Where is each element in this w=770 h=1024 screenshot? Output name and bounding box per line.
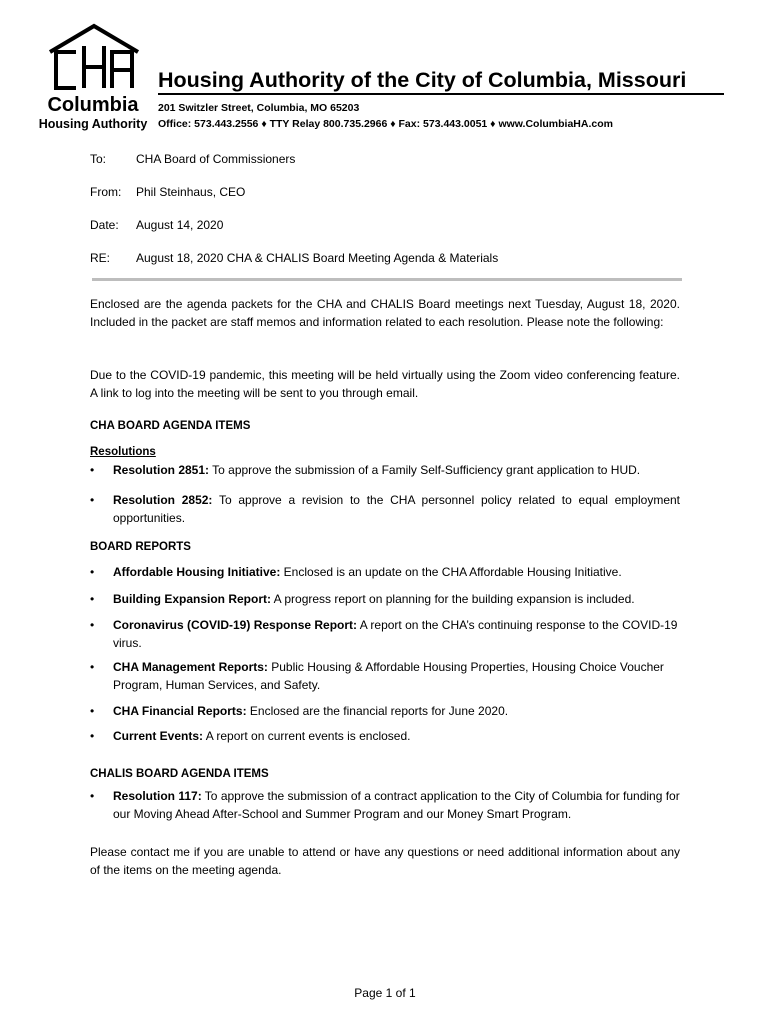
- bullet-icon: •: [90, 592, 95, 606]
- memo-to-label: To:: [90, 152, 107, 166]
- bullet-icon: •: [90, 463, 95, 477]
- item-text: A report on current events is enclosed.: [203, 729, 411, 743]
- resolutions-heading: Resolutions: [90, 446, 156, 458]
- memo-date: [90, 217, 223, 233]
- item-name: Affordable Housing Initiative:: [113, 565, 281, 579]
- intro-paragraph: Enclosed are the agenda packets for the CHA and CHALIS Board meetings next Tuesday, August 18, 2020. Included in the packet are staff memos and information related to each resolution. Please note the following:: [90, 297, 680, 329]
- item-text: A report on the CHA’s continuing response to the COVID-19 virus.: [113, 618, 678, 650]
- bullet-icon: •: [90, 660, 95, 674]
- memo-date-value: August 14, 2020: [136, 218, 224, 232]
- list-item: [90, 787, 680, 823]
- letterhead-address: 201 Switzler Street, Columbia, MO 65203: [158, 102, 360, 114]
- title-rule: [158, 93, 724, 95]
- memo-to: [90, 151, 295, 167]
- covid-paragraph: Due to the COVID-19 pandemic, this meeting will be held virtually using the Zoom video conferencing feature. A link to log into the meeting will be sent to you through email.: [90, 368, 680, 400]
- cha-agenda-heading: CHA BOARD AGENDA ITEMS: [90, 420, 251, 432]
- bullet-icon: •: [90, 493, 95, 507]
- letterhead-contact: Office: 573.443.2556 ♦ TTY Relay 800.735.2966 ♦ Fax: 573.443.0051 ♦ www.ColumbiaHA.com: [158, 118, 613, 130]
- closing-paragraph: Please contact me if you are unable to attend or have any questions or need additional information about any of the items on the meeting agenda.: [90, 845, 680, 877]
- logo-subtitle: Housing Authority: [38, 117, 148, 131]
- logo-wordmark: Columbia: [47, 94, 139, 116]
- list-item: [90, 616, 680, 652]
- memo-from-label: From:: [90, 185, 122, 199]
- item-name: Resolution 2852:: [113, 493, 213, 507]
- list-item: [90, 563, 680, 581]
- item-name: Resolution 117:: [113, 789, 202, 803]
- list-item: [90, 727, 680, 745]
- list-item: [90, 702, 680, 720]
- memo-date-label: Date:: [90, 218, 119, 232]
- memo-from-value: Phil Steinhaus, CEO: [136, 185, 246, 199]
- item-text: A progress report on planning for the building expansion is included.: [271, 592, 635, 606]
- list-item: [90, 491, 680, 527]
- memo-re-value: August 18, 2020 CHA & CHALIS Board Meeting Agenda & Materials: [136, 251, 499, 265]
- list-item: [90, 658, 680, 694]
- item-text: Enclosed are the financial reports for June 2020.: [246, 704, 509, 718]
- item-name: Resolution 2851:: [113, 463, 210, 477]
- item-text: To approve a revision to the CHA personnel policy related to equal employment opportunities.: [113, 493, 681, 525]
- list-item: [90, 590, 680, 608]
- list-item: [90, 461, 680, 479]
- bullet-icon: •: [90, 565, 95, 579]
- memo-re: [90, 250, 498, 266]
- item-text: Public Housing & Affordable Housing Properties, Housing Choice Voucher Program, Human Services, and Safety.: [113, 660, 664, 692]
- bullet-icon: •: [90, 704, 95, 718]
- chalis-agenda-heading: CHALIS BOARD AGENDA ITEMS: [90, 768, 269, 780]
- item-text: Enclosed is an update on the CHA Affordable Housing Initiative.: [280, 565, 622, 579]
- bullet-icon: •: [90, 789, 95, 803]
- memo-to-value: CHA Board of Commissioners: [136, 152, 296, 166]
- board-reports-heading: BOARD REPORTS: [90, 541, 191, 553]
- item-name: Building Expansion Report:: [113, 592, 271, 606]
- item-name: Coronavirus (COVID-19) Response Report:: [113, 618, 358, 632]
- item-name: Current Events:: [113, 729, 204, 743]
- memo-divider: [92, 278, 682, 281]
- memo-re-label: RE:: [90, 251, 111, 265]
- cha-logo: [44, 22, 144, 94]
- item-name: CHA Financial Reports:: [113, 704, 247, 718]
- item-text: To approve the submission of a Family Self-Sufficiency grant application to HUD.: [209, 463, 641, 477]
- page-number: Page 1 of 1: [354, 986, 416, 1000]
- bullet-icon: •: [90, 729, 95, 743]
- item-text: To approve the submission of a contract application to the City of Columbia for funding for our Moving Ahead After-School and Summer Program and our Money Smart Program.: [113, 789, 680, 821]
- memo-from: [90, 184, 245, 200]
- item-name: CHA Management Reports:: [113, 660, 268, 674]
- bullet-icon: •: [90, 618, 95, 632]
- letterhead-title: Housing Authority of the City of Columbia, Missouri: [158, 68, 687, 92]
